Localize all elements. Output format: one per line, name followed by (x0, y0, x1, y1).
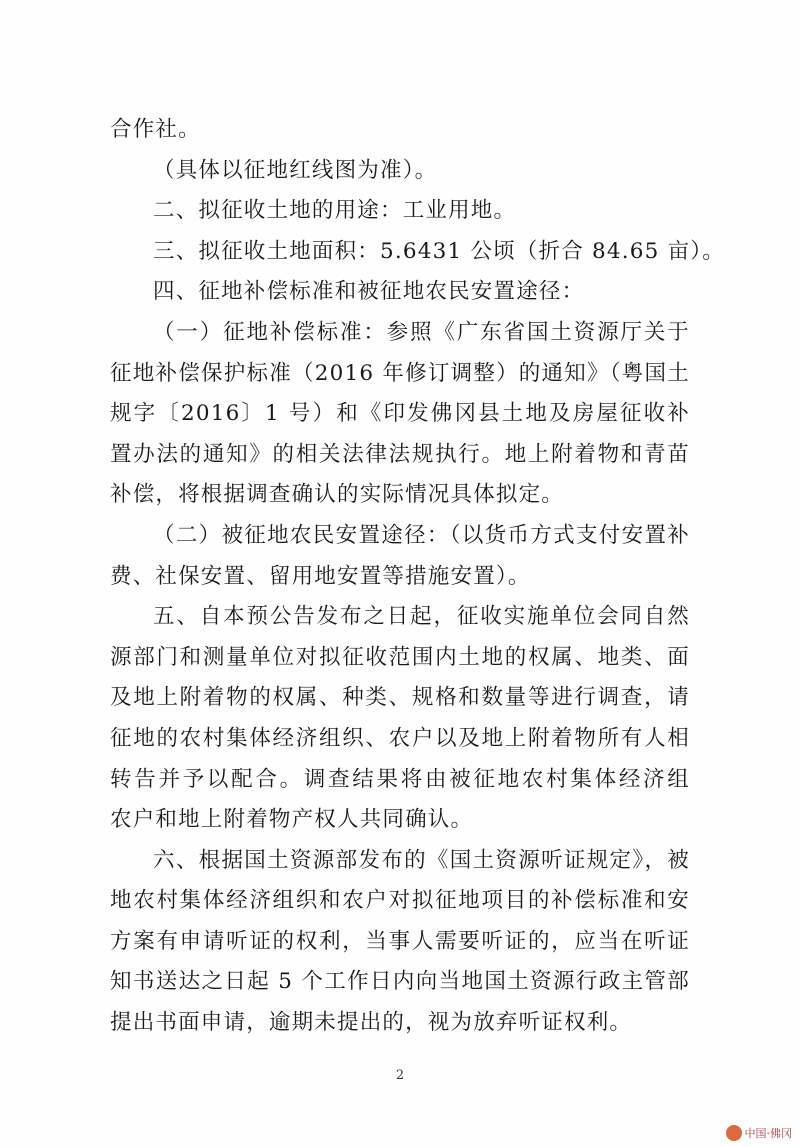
text-line: 源部门和测量单位对拟征收范围内土地的权属、地类、面 (110, 644, 690, 670)
text-line: 转告并予以配合。调查结果将由被征地农村集体经济组 (110, 766, 690, 792)
page-number: 2 (395, 1068, 405, 1083)
text-line: 费、社保安置、留用地安置等措施安置）。 (110, 563, 531, 589)
text-line: 补偿，将根据调查确认的实际情况具体拟定。 (110, 482, 565, 508)
text-line: 合作社。 (110, 117, 201, 142)
watermark-logo-icon (726, 1125, 742, 1141)
text-line: 提出书面申请，逾期未提出的，视为放弃听证权利。 (110, 1010, 633, 1036)
text-line: 置办法的通知》的相关法律法规执行。地上附着物和青苗 (110, 441, 690, 467)
text-line: （一）征地补偿标准：参照《广东省国土资源厅关于 (153, 319, 690, 345)
text-line: 四、征地补偿标准和被征地农民安置途径： (153, 279, 585, 305)
text-line: 六、根据国土资源部发布的《国土资源听证规定》，被 (153, 847, 690, 873)
text-line: 及地上附着物的权属、种类、规格和数量等进行调查，请 (110, 685, 690, 711)
text-line: 五、自本预公告发布之日起，征收实施单位会同自然 (153, 604, 690, 630)
text-line: （具体以征地红线图为准）。 (153, 157, 438, 183)
site-watermark (726, 1125, 793, 1141)
text-line: 征地的农村集体经济组织、农户以及地上附着物所有人相 (110, 725, 690, 751)
text-line: 二、拟征收土地的用途：工业用地。 (153, 198, 517, 224)
text-line: 方案有申请听证的权利，当事人需要听证的，应当在听证 (110, 928, 690, 954)
document-body (110, 110, 725, 1044)
watermark-text: 中国·佛冈 (744, 1127, 792, 1140)
text-line: 知书送达之日起 5 个工作日内向当地国土资源行政主管部 (110, 969, 690, 995)
text-line: 地农村集体经济组织和农户对拟征地项目的补偿标准和安 (110, 888, 690, 914)
text-line: 农户和地上附着物产权人共同确认。 (110, 807, 474, 833)
text-line: （二）被征地农民安置途径：（以货币方式支付安置补 (153, 522, 690, 548)
text-line: 三、拟征收土地面积：5.6431 公顷（折合 84.65 亩）。 (153, 238, 725, 264)
text-line: 规字〔2016〕1 号）和《印发佛冈县土地及房屋征收补 (110, 401, 690, 427)
text-line: 征地补偿保护标准（2016 年修订调整）的通知》（粤国土 (110, 360, 690, 386)
